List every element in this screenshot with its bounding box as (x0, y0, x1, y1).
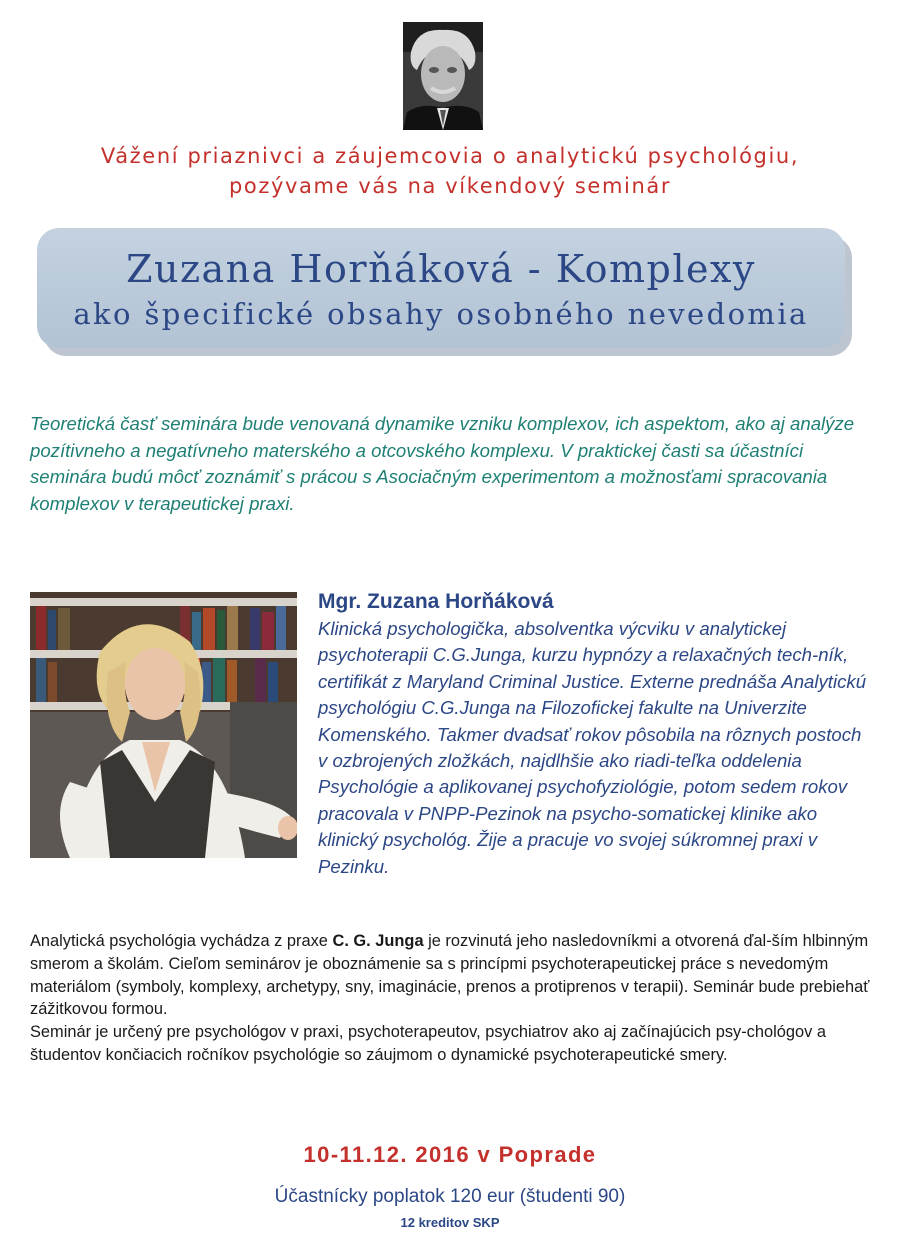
description-paragraph-2: Seminár je určený pre psychológov v praxi, psychoterapeutov, psychiatrov ako aj začínajúcich psy-chológov a študentov končiacich ročníkov psychológie so záujmom o dynamické psychoterapeutické smery. (30, 1023, 826, 1064)
speaker-bio: Klinická psychologička, absolventka výcviku v analytickej psychoterapii C.G.Junga, kurzu hypnózy a relaxačných tech-ník, certifikát z Maryland Criminal Justice. Externe prednáša Analytickú psychológiu C.G.Junga na Filozofickej fakulte na Univerzite Komenského. Takmer dvadsať rokov pôsobila na rôznych postoch v ozbrojených zložkách, najdlhšie ako riadi-teľka oddelenia Psychológie a aplikovanej psychofyziológie, potom sedem rokov pracovala v PNPP-Pezinok na psycho-somatickej klinike ako klinický psychológ. Žije a pracuje vo svojej súkromnej praxi v Pezinku. (318, 618, 867, 877)
credits: 12 kreditov SKP (400, 1215, 500, 1230)
intro-paragraph: Teoretická časť seminára bude venovaná dynamike vzniku komplexov, ich aspektom, ako aj analýze pozítivneho a negatívneho materského a otcovského komplexu. V praktickej časti sa účastníci seminára budú môcť zoznámiť s prácou s Asociačným experimentom a možnosťami spracovania komplexov v terapeutickej praxi. (30, 413, 855, 514)
jung-name: C. G. Junga (332, 932, 424, 950)
speaker-photo (30, 592, 297, 858)
participant-fee: Účastnícky poplatok 120 eur (študenti 90) (274, 1186, 626, 1207)
seminar-description (30, 930, 875, 1067)
greeting (0, 141, 900, 201)
portrait-photo (403, 22, 483, 130)
event-date: 10-11.12. 2016 v Poprade (303, 1142, 597, 1167)
greeting-line-1: Vážení priaznivci a záujemcovia o analytickú psychológiu, (100, 144, 800, 168)
seminar-title: Zuzana Horňáková - Komplexy (126, 247, 756, 291)
greeting-line-2: pozývame vás na víkendový seminár (228, 174, 672, 198)
description-paragraph-1 (30, 930, 875, 1021)
description-text: je rozvinutá jeho nasledovníkmi a otvorená ďal-ším hlbinným smerom a školám. Cieľom seminárov je oboznámenie sa s princípmi psychoterapeutickej práce s nevedomým materiálom (symboly, komplexy, archetypy, sny, imaginácie, prenos a protiprenos v terapii). Seminár bude prebiehať zážitkovou formou. (30, 932, 870, 1019)
description-text: Analytická psychológia vychádza z praxe (30, 932, 333, 950)
speaker-name: Mgr. Zuzana Horňáková (318, 590, 554, 613)
seminar-subtitle: ako špecifické obsahy osobného nevedomia (73, 297, 809, 331)
